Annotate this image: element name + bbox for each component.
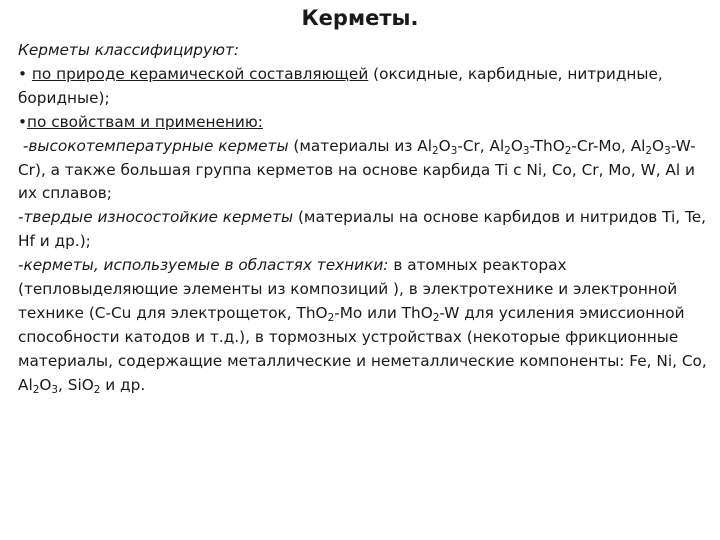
text-run: -ThO [529,136,565,155]
text-run: O [438,136,451,155]
text-run: O [39,375,52,394]
item-high-temperature [18,135,713,207]
subscript: 3 [450,144,458,157]
text-run: -W для усиления эмиссионной способности катодов и т.д.), в тормозных устройствах (некоторые фрикционные материалы, содержащие металлические и неметаллические компоненты: Fe, Ni, Co, Al [18,303,707,394]
subscript: 2 [504,144,511,157]
text-run: -Cr, Al [457,136,505,155]
bullet-nature-text: (оксидные, карбидные, нитридные, боридные); [18,64,663,107]
bullet-mark: • [18,112,28,131]
item-applications [18,254,713,397]
subscript: 2 [645,144,653,157]
item-applications-lead: -керметы, используемые в областях техники: [18,256,389,275]
subscript: 2 [93,383,101,396]
subscript: 2 [432,144,439,157]
bullet-nature [18,63,713,111]
text-run: (материалы из Al [288,136,433,155]
slide-body [18,39,713,398]
subscript: 3 [522,144,530,157]
text-run: -Cr-Mo, Al [571,136,646,155]
item-wear-resistant [18,206,713,254]
text-run: -Mo или ThO [334,303,433,322]
subscript: 2 [432,312,440,325]
bullet-properties [18,111,713,135]
text-run: O [510,136,523,155]
intro-line: Керметы классифицируют: [18,41,240,59]
subscript: 2 [32,383,40,396]
item-wear-resistant-lead: -твердые износостойкие керметы [18,208,294,227]
bullet-nature-underlined: по природе керамической составляющей [31,64,369,83]
text-run: -W-Cr), а также большая группа керметов на основе карбида Ti с Ni, Co, Cr, Mo, W, Al и их сплавов; [18,136,696,203]
slide-title: Керметы. [301,6,419,30]
subscript: 3 [51,383,59,396]
bullet-properties-underlined: по свойствам и применению: [27,112,263,131]
item-high-temperature-lead: -высокотемпературные керметы [22,136,289,155]
text-run: , SiO [58,375,94,394]
subscript: 3 [664,144,671,157]
text-run: и др. [100,375,146,394]
bullet-mark: • [18,64,32,83]
text-run: O [652,136,665,155]
text-run: в атомных реакторах (тепловыделяющие элементы из композиций ), в электротехнике и электронной технике (C-Cu для электрощеток, ThO [18,256,678,322]
subscript: 2 [327,312,335,325]
text-run: (материалы на основе карбидов и нитридов Ti, Te, Hf и др.); [18,208,707,251]
subscript: 2 [564,144,572,157]
